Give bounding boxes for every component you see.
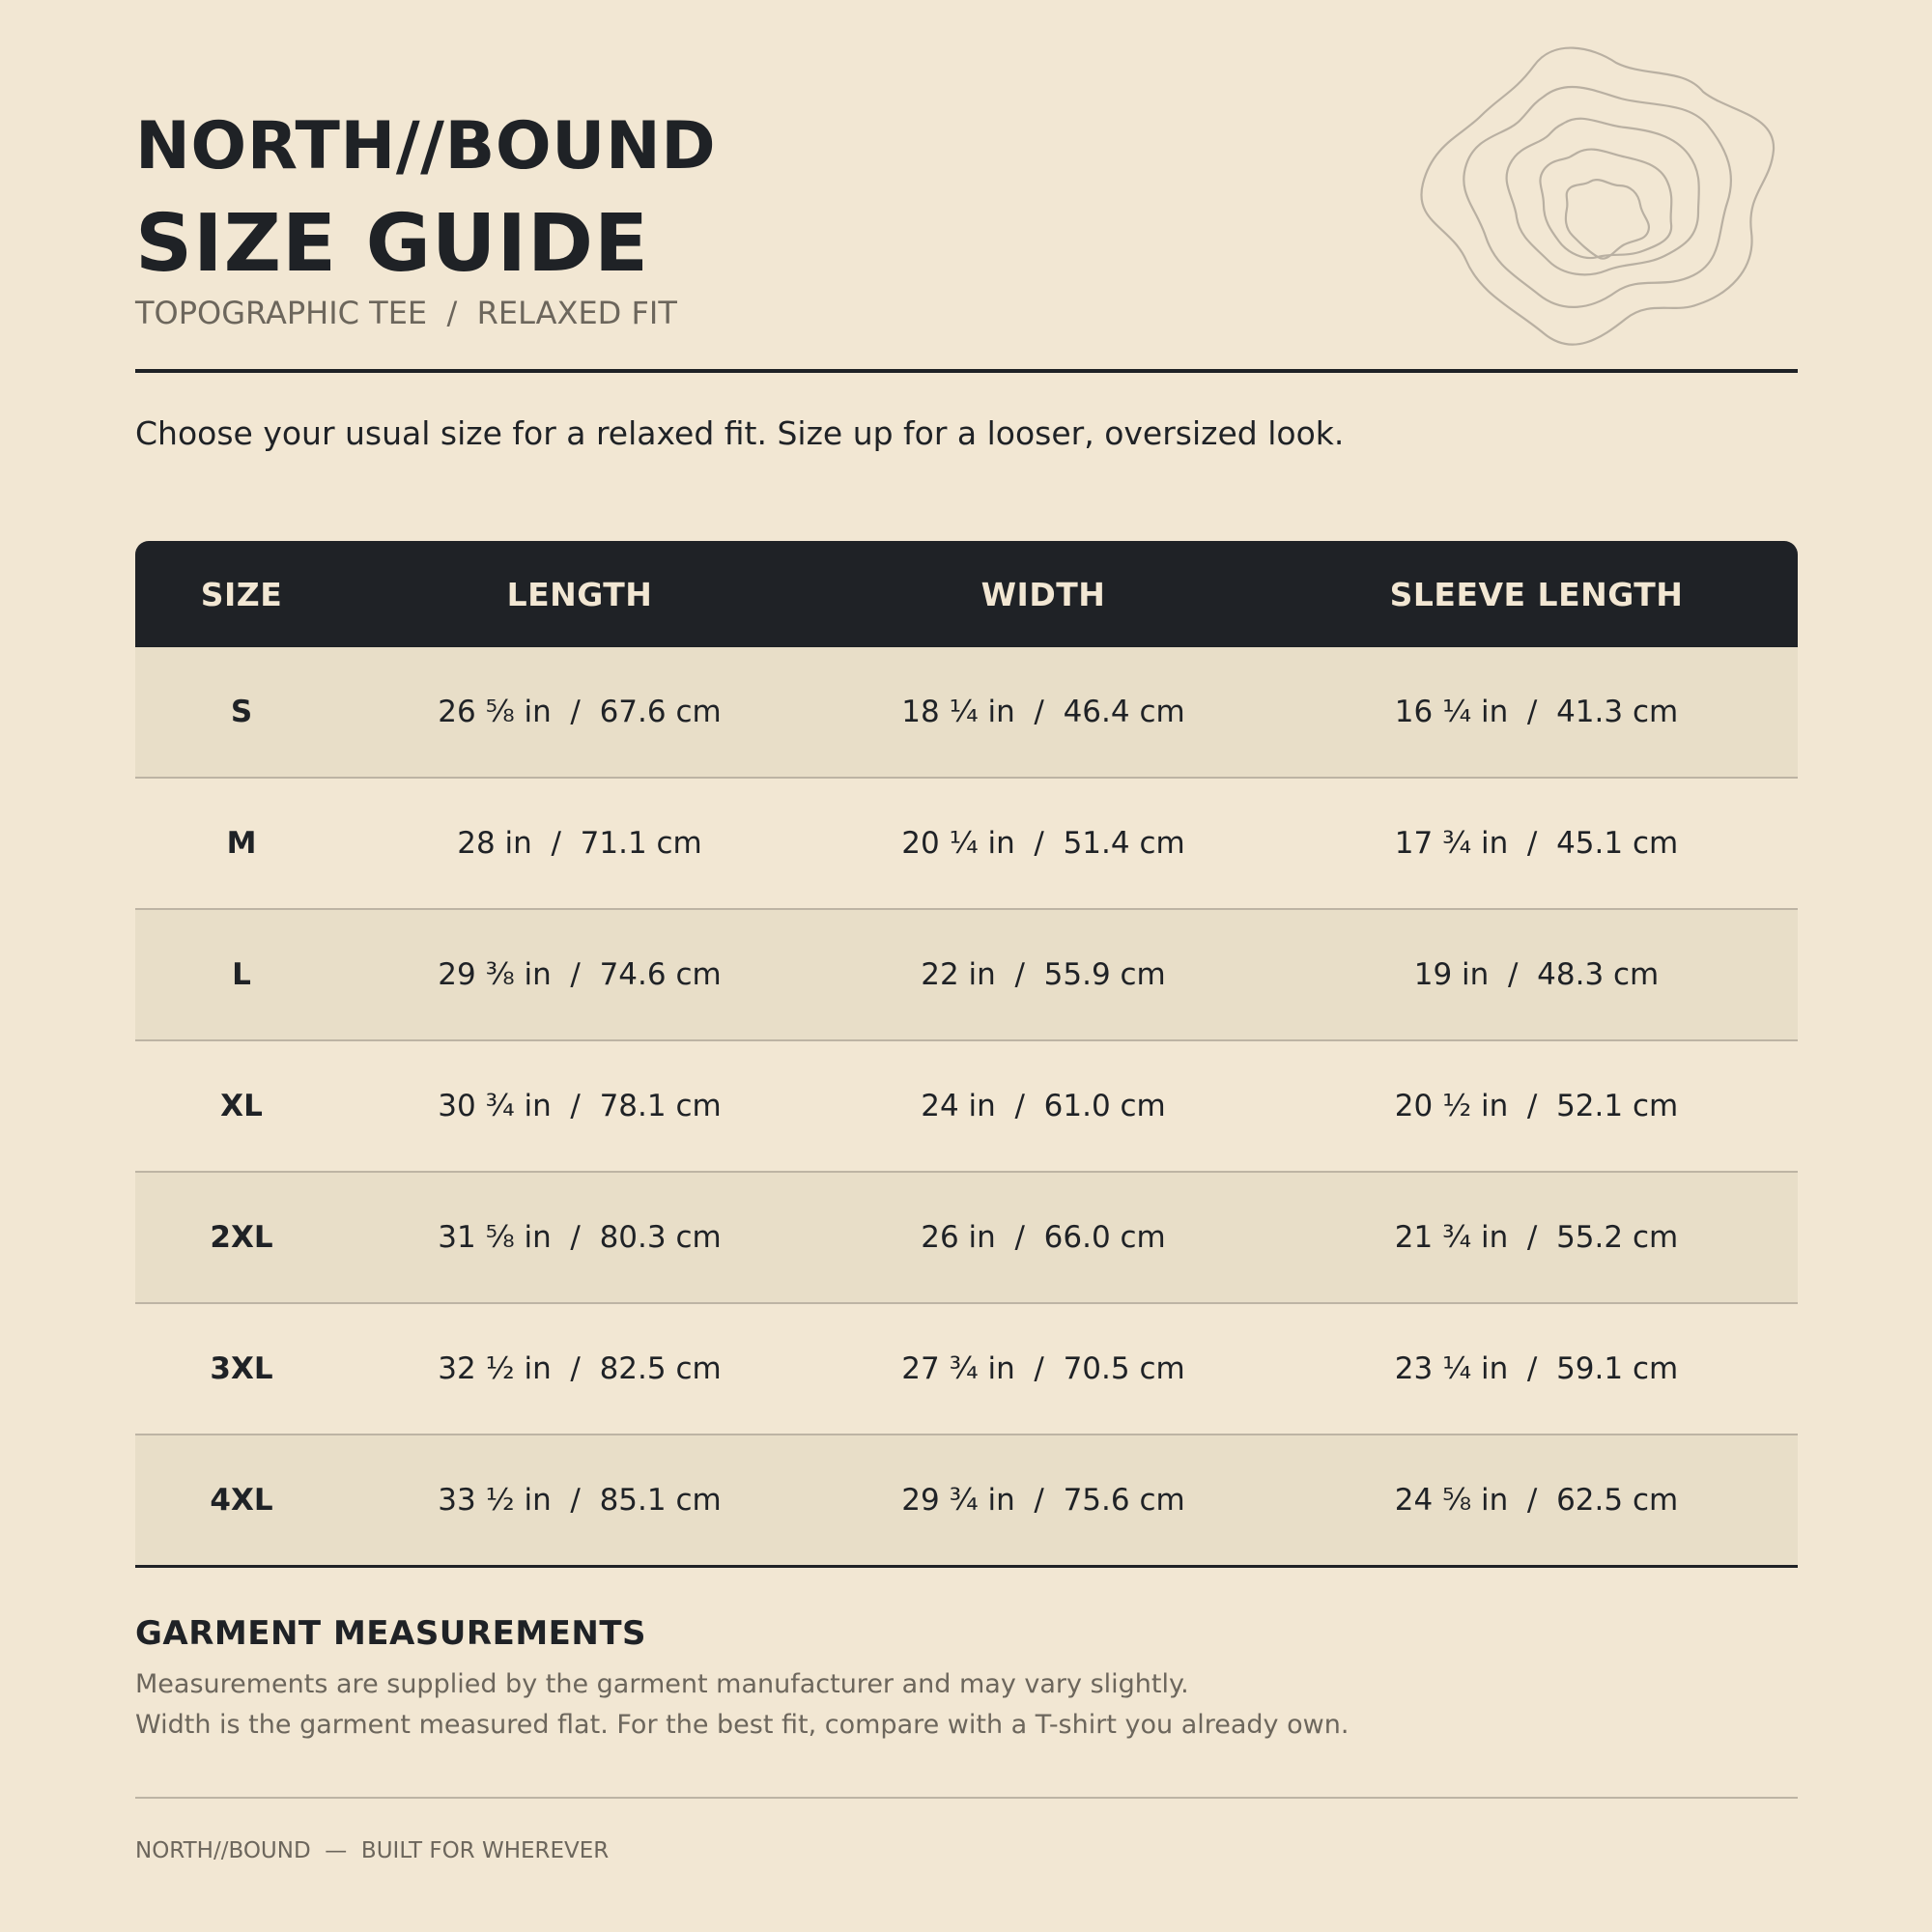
length-cell: 31 ⅝ in / 80.3 cm <box>438 1220 722 1255</box>
sleeve-cell: 20 ½ in / 52.1 cm <box>1394 1089 1679 1123</box>
size-cell: 4XL <box>210 1483 273 1518</box>
column-header-sleeve-length: SLEEVE LENGTH <box>1389 575 1684 613</box>
sleeve-cell: 24 ⅝ in / 62.5 cm <box>1394 1483 1679 1518</box>
sleeve-cell: 23 ¼ in / 59.1 cm <box>1394 1351 1679 1386</box>
notes-line: Measurements are supplied by the garment manufacturer and may vary slightly. <box>135 1669 1189 1699</box>
table-row <box>135 910 1798 1041</box>
size-cell: M <box>226 826 257 861</box>
table-header <box>135 541 1798 647</box>
size-cell: XL <box>220 1089 263 1123</box>
topographic-contour-icon <box>1408 39 1814 435</box>
width-cell: 29 ¾ in / 75.6 cm <box>901 1483 1185 1518</box>
table-row <box>135 1173 1798 1304</box>
sleeve-cell: 17 ¾ in / 45.1 cm <box>1394 826 1679 861</box>
column-header-size: SIZE <box>200 575 283 613</box>
width-cell: 22 in / 55.9 cm <box>921 957 1166 992</box>
footer-divider <box>135 1797 1798 1799</box>
size-table <box>135 541 1798 1568</box>
table-row <box>135 779 1798 910</box>
header-divider <box>135 369 1798 373</box>
length-cell: 30 ¾ in / 78.1 cm <box>438 1089 722 1123</box>
column-header-length: LENGTH <box>506 575 653 613</box>
sleeve-cell: 16 ¼ in / 41.3 cm <box>1394 695 1679 729</box>
length-cell: 29 ⅜ in / 74.6 cm <box>438 957 722 992</box>
brand-name: NORTH//BOUND <box>135 108 717 185</box>
width-cell: 24 in / 61.0 cm <box>921 1089 1166 1123</box>
size-guide-page <box>135 0 1798 1932</box>
column-header-width: WIDTH <box>980 575 1106 613</box>
width-cell: 20 ¼ in / 51.4 cm <box>901 826 1185 861</box>
length-cell: 33 ½ in / 85.1 cm <box>438 1483 722 1518</box>
sleeve-cell: 21 ¾ in / 55.2 cm <box>1394 1220 1679 1255</box>
width-cell: 26 in / 66.0 cm <box>921 1220 1166 1255</box>
width-cell: 27 ¾ in / 70.5 cm <box>901 1351 1185 1386</box>
table-row <box>135 1304 1798 1435</box>
page-title: SIZE GUIDE <box>135 198 650 290</box>
size-cell: 2XL <box>210 1220 273 1255</box>
size-cell: S <box>230 695 253 729</box>
notes-heading: GARMENT MEASUREMENTS <box>135 1614 647 1653</box>
table-row <box>135 647 1798 779</box>
table-row <box>135 1435 1798 1568</box>
width-cell: 18 ¼ in / 46.4 cm <box>901 695 1185 729</box>
length-cell: 28 in / 71.1 cm <box>457 826 702 861</box>
intro-text: Choose your usual size for a relaxed fit. Size up for a looser, oversized look. <box>135 414 1345 452</box>
length-cell: 32 ½ in / 82.5 cm <box>438 1351 722 1386</box>
sleeve-cell: 19 in / 48.3 cm <box>1413 957 1660 992</box>
page-subtitle: TOPOGRAPHIC TEE / RELAXED FIT <box>135 295 677 331</box>
size-cell: L <box>232 957 251 992</box>
notes-line: Width is the garment measured flat. For the best fit, compare with a T-shirt you already own. <box>135 1710 1350 1740</box>
length-cell: 26 ⅝ in / 67.6 cm <box>438 695 722 729</box>
size-cell: 3XL <box>210 1351 273 1386</box>
table-row <box>135 1041 1798 1173</box>
footer-tagline: NORTH//BOUND — BUILT FOR WHEREVER <box>135 1838 610 1863</box>
